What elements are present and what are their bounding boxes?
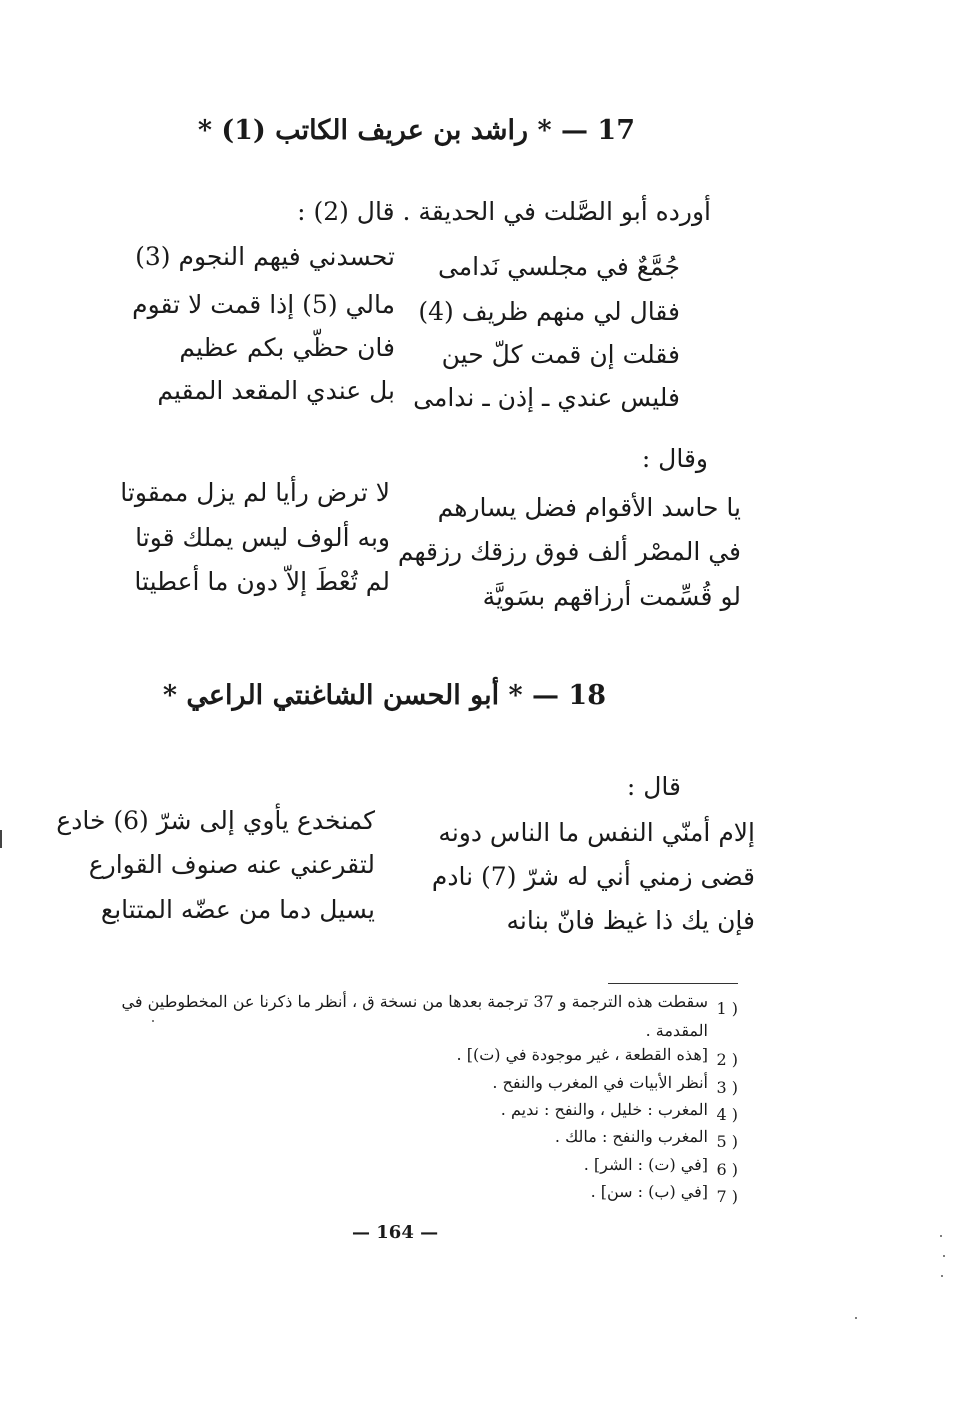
page-number: — 164 — [352, 1222, 439, 1243]
scan-speck [940, 1235, 942, 1237]
poem1-verse-1-right: جُمَّعٌ في مجلسي نَدامى [437, 252, 680, 281]
wa-qala-label: وقال : [641, 444, 708, 473]
footnote-7-number: 7 ) [716, 1187, 738, 1206]
poem1-verse-3-right: فقلت إن قمت كلّ حين [441, 340, 680, 369]
poem3-verse-2-right: قضى زمني أني له شرّ (7) نادم [431, 862, 755, 891]
footnote-3-text: أنظر الأبيات في المغرب والنفح . [492, 1073, 708, 1092]
poem3-verse-2-left: لتقرعني عنه صنوف القوارع [88, 850, 375, 879]
section-18-heading: 18 — * أبو الحسن الشاغنتي الراعي * [162, 680, 606, 711]
footnote-2-number: 2 ) [716, 1050, 738, 1069]
scan-speck [855, 1317, 857, 1319]
footnote-5-number: 5 ) [716, 1132, 738, 1151]
scan-speck [941, 1275, 943, 1277]
footnote-4-text: المغرب : خليل ، والنفح : نديم . [500, 1100, 708, 1119]
footnote-1-number: 1 ) [716, 999, 738, 1018]
poem1-verse-2-right: فقال لي منهم ظريف (4) [418, 297, 680, 326]
poem3-verse-3-left: يسيل دما من عضّه المتتابع [100, 895, 375, 924]
poem2-verse-2-left: وبه ألوف ليس يملك قوتا [135, 523, 390, 552]
poem2-verse-1-right: يا حاسد الأقوام فضل يسارهم [437, 493, 741, 522]
footnote-1-text: سقطت هذه الترجمة و 37 ترجمة بعدها من نسخة ق ، أنظر ما ذكرنا عن المخطوطين في [121, 992, 708, 1011]
poem2-verse-1-left: لا ترض رأيا لم يزل ممقوتا [120, 478, 390, 507]
poem2-verse-3-left: لم تُعْطَ إلاّ دون ما أعطيتا [134, 567, 390, 596]
poem2-verse-3-right: لو قُسِّمت أرزاقهم بسَويَّة [482, 582, 741, 611]
footnote-7-text: [في (ب) : سن] . [590, 1182, 708, 1201]
footnote-5-text: المغرب والنفح : مالك . [554, 1127, 708, 1146]
poem1-verse-4-left: بل عندي المقعد المقيم [157, 376, 395, 405]
poem3-verse-1-right: إلام أمنّي النفس ما الناس دونه [438, 818, 755, 847]
poem1-verse-1-left: تحسدني فيهم النجوم (3) [135, 242, 395, 271]
scan-speck [943, 1255, 945, 1257]
footnote-3-number: 3 ) [716, 1078, 738, 1097]
scan-speck [152, 1020, 154, 1022]
poem3-verse-3-right: فإن يك ذا غيظ فانّ بنانه [506, 906, 755, 935]
poem3-verse-1-left: كمنخدع يأوي إلى شرّ (6) خادع [56, 806, 375, 835]
qala-label: قال : [626, 772, 681, 801]
footnote-2-text: [هذه القطعة ، غير موجودة في (ت)] . [456, 1045, 708, 1064]
poem2-verse-2-right: في المصْر ألف فوق رزقك رزقهم [397, 537, 741, 566]
footnote-6-text: [في (ت) : الشر] . [583, 1155, 708, 1174]
section-17-heading: 17 — * راشد بن عريف الكاتب (1) * [197, 115, 635, 146]
poem1-verse-4-right: فليس عندي ـ إذن ـ ندامى [413, 383, 680, 412]
footnote-divider [608, 983, 738, 984]
poem1-verse-3-left: فان حظّي بكم عظيم [179, 333, 395, 362]
footnote-6-number: 6 ) [716, 1160, 738, 1179]
scan-edge-mark [0, 830, 2, 848]
footnote-4-number: 4 ) [716, 1105, 738, 1124]
section-17-intro: أورده أبو الصَّلت في الحديقة . قال (2) : [297, 197, 711, 226]
footnote-1-continuation: المقدمة . [645, 1021, 708, 1040]
poem1-verse-2-left: مالي (5) إذا قمت لا تقوم [132, 290, 395, 319]
